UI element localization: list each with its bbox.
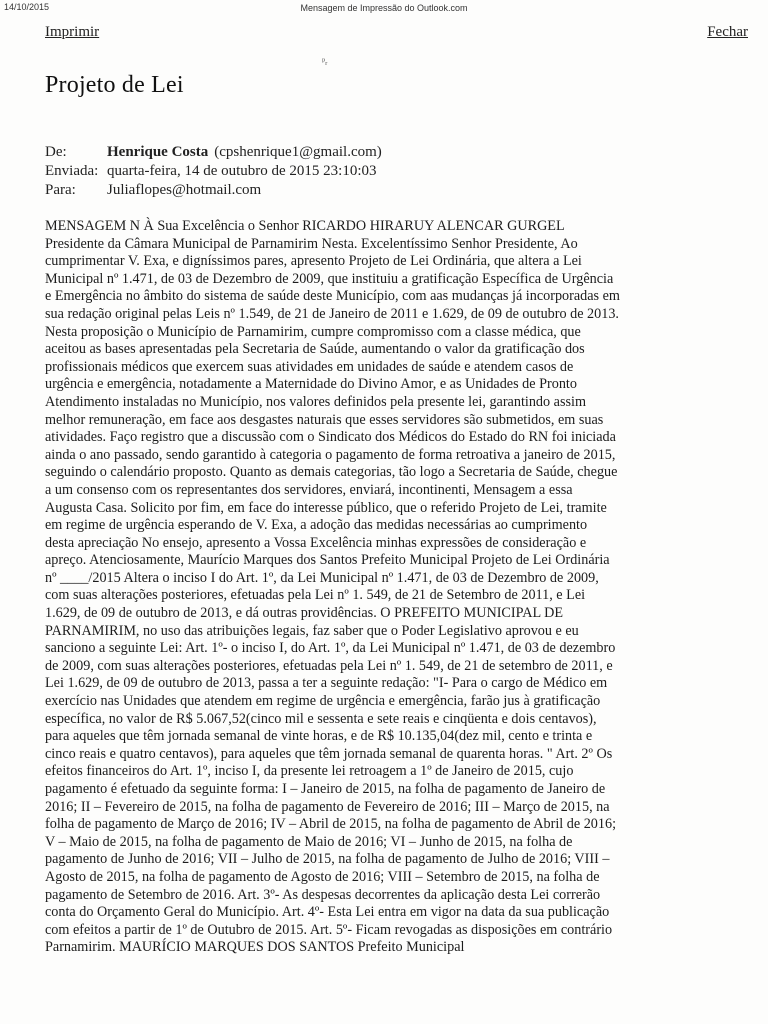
- body-line: 1.629, de 09 de outubro de 2013, e dá outras providências. O PREFEITO MUNICIPAL DE: [45, 605, 564, 622]
- print-header: [0, 0, 768, 14]
- body-line: apreço. Atenciosamente, Maurício Marques dos Santos Prefeito Municipal Projeto de Lei Ordinária: [45, 552, 610, 569]
- body-line: Atendimento instaladas no Município, nos valores definidos pela presente lei, garantindo assim: [45, 393, 586, 410]
- body-line: específica, no valor de R$ 5.067,52(cinco mil e sessenta e sete reais e cinqüenta e dois centavos),: [45, 710, 597, 727]
- email-body: [45, 218, 765, 957]
- body-line: a um consenso com os representantes dos servidores, enviará, incontinenti, Mensagem a essa: [45, 481, 573, 498]
- body-line: profissionais médicos que exercem suas atividades em unidades de saúde e atendem casos de: [45, 358, 574, 375]
- body-line: Municipal nº 1.471, de 03 de Dezembro de 2009, que instituiu a gratificação Específica de Urgência: [45, 270, 614, 287]
- body-line: conta do Orçamento Geral do Município. Art. 4º- Esta Lei entra em vigor na data da sua publicação: [45, 904, 610, 921]
- body-line: efeitos financeiros do Art. 1º, inciso I, da presente lei retroagem a 1º de Janeiro de 2015, cujo: [45, 763, 574, 780]
- body-line: Agosto de 2015, na folha de pagamento de Agosto de 2016; VIII – Setembro de 2015, na folha de: [45, 868, 600, 885]
- print-date: 14/10/2015: [4, 2, 50, 12]
- body-line: exercício nas Unidades que atendem em regime de urgência e emergência, farão jus à gratificação: [45, 693, 601, 710]
- body-line: seguindo o calendário proposto. Quanto as demais categorias, tão logo a Secretaria de Saúde, chegue: [45, 464, 618, 481]
- stray-mark: ᵖᵣ: [322, 56, 328, 67]
- body-line: folha de pagamento de Março de 2016; IV – Abril de 2015, na folha de pagamento de Abril de 2016;: [45, 816, 617, 833]
- body-line: com suas alterações posteriores, efetuadas pela Lei nº 1. 549, de 21 de Setembro de 2011, e Lei: [45, 587, 586, 604]
- from-row: [45, 143, 382, 162]
- body-line: em regime de urgência esperando de V. Exa, a adoção das medidas necessárias ao cumprimento: [45, 517, 588, 534]
- from-label: De:: [45, 144, 67, 160]
- body-line: cinco reais e quatro centavos), para aqueles que têm jornada semanal de quarenta horas. " Art. 2º Os: [45, 745, 613, 762]
- print-title: Mensagem de Impressão do Outlook.com: [300, 3, 468, 13]
- email-subject: Projeto de Lei: [45, 72, 184, 98]
- body-line: pagamento de Junho de 2016; VII – Julho de 2015, na folha de pagamento de Julho de 2016; VIII –: [45, 851, 610, 868]
- body-line: atividades. Faço registro que a discussão com o Sindicato dos Médicos do Estado do RN foi iniciada: [45, 429, 616, 446]
- sent-row: [45, 162, 382, 181]
- body-line: para aqueles que têm jornada semanal de vinte horas, e de R$ 10.135,04(dez mil, cento e trinta e: [45, 728, 593, 745]
- body-line: e Emergência no âmbito do sistema de saúde deste Município, com aas mudanças já incorporadas em: [45, 288, 620, 305]
- body-line: ainda o ano passado, sendo garantido à categoria o pagamento de forma retroativa a janeiro de 2015,: [45, 446, 616, 463]
- body-line: 2016; II – Fevereiro de 2015, na folha de pagamento de Fevereiro de 2016; III – Março de 2015, na: [45, 798, 610, 815]
- body-line: de 2009, com suas alterações posteriores, efetuadas pela Lei nº 1. 549, de 21 de setembro de 2011, e: [45, 657, 613, 674]
- body-line: pagamento é efetuado da seguinte forma: I – Janeiro de 2015, na folha de pagamento de Janeiro de: [45, 781, 606, 797]
- body-line: Parnamirim. MAURÍCIO MARQUES DOS SANTOS Prefeito Municipal: [45, 939, 465, 956]
- body-line: melhor remuneração, em face aos desgastes naturais que esses servidores são submetidos, em suas: [45, 411, 604, 428]
- body-line: MENSAGEM N À Sua Excelência o Senhor RICARDO HIRARUY ALENCAR GURGEL: [45, 218, 565, 234]
- to-row: [45, 181, 382, 200]
- body-line: cumprimentar V. Exa, e digníssimos pares, apresento Projeto de Lei Ordinária, que altera a Lei: [45, 253, 582, 270]
- print-link[interactable]: Imprimir: [45, 24, 100, 40]
- sent-date: quarta-feira, 14 de outubro de 2015 23:10:03: [107, 163, 377, 179]
- sender-email[interactable]: (cpshenrique1@gmail.com): [214, 144, 382, 160]
- recipient-email[interactable]: Juliaflopes@hotmail.com: [107, 182, 262, 198]
- body-line: Nesta proposição o Município de Parnamirim, cumpre compromisso com a classe médica, que: [45, 323, 581, 340]
- body-line: Augusta Casa. Solicito por fim, em face do interesse público, que o referido Projeto de Lei, tramite: [45, 499, 607, 516]
- body-line: Lei 1.629, de 09 de outubro de 2013, passa a ter a seguinte redação: "I- Para o cargo de Médico em: [45, 675, 608, 692]
- to-label: Para:: [45, 182, 76, 198]
- body-line: aceitou as bases apresentadas pela Secretaria de Saúde, aumentando o valor da gratificação dos: [45, 341, 585, 358]
- body-line: Presidente da Câmara Municipal de Parnamirim Nesta. Excelentíssimo Senhor Presidente, Ao: [45, 235, 578, 252]
- close-link[interactable]: Fechar: [707, 24, 748, 40]
- body-line: nº ____/2015 Altera o inciso I do Art. 1º, da Lei Municipal nº 1.471, de 03 de Dezembro de 2009,: [45, 569, 599, 586]
- body-line: V – Maio de 2015, na folha de pagamento de Maio de 2016; VI – Junho de 2015, na folha de: [45, 833, 573, 850]
- email-header: [45, 143, 382, 200]
- body-line: pagamento de Setembro de 2016. Art. 3º- As despesas decorrentes da aplicação desta Lei correrão: [45, 886, 601, 903]
- body-line: PARNAMIRIM, no uso das atribuições legais, faz saber que o Poder Legislativo aprovou e eu: [45, 622, 579, 639]
- sender-name: Henrique Costa: [107, 144, 209, 160]
- body-line: urgência e emergência, notadamente a Maternidade do Divino Amor, e as Unidades de Pronto: [45, 376, 577, 393]
- body-line: sua redação original pelas Leis nº 1.549, de 21 de Janeiro de 2011 e 1.629, de 09 de outubro de 2013.: [45, 305, 619, 322]
- body-line: desta apreciação No ensejo, apresento a Vossa Excelência minhas expressões de consideração e: [45, 534, 587, 551]
- sent-label: Enviada:: [45, 163, 99, 179]
- body-line: sanciono a seguinte Lei: Art. 1º- o inciso I, do Art. 1º, da Lei Municipal nº 1.471, de 03 de dezembro: [45, 640, 616, 657]
- body-line: com efeitos a partir de 1º de Outubro de 2015. Art. 5º- Ficam revogadas as disposições em contrário: [45, 921, 613, 938]
